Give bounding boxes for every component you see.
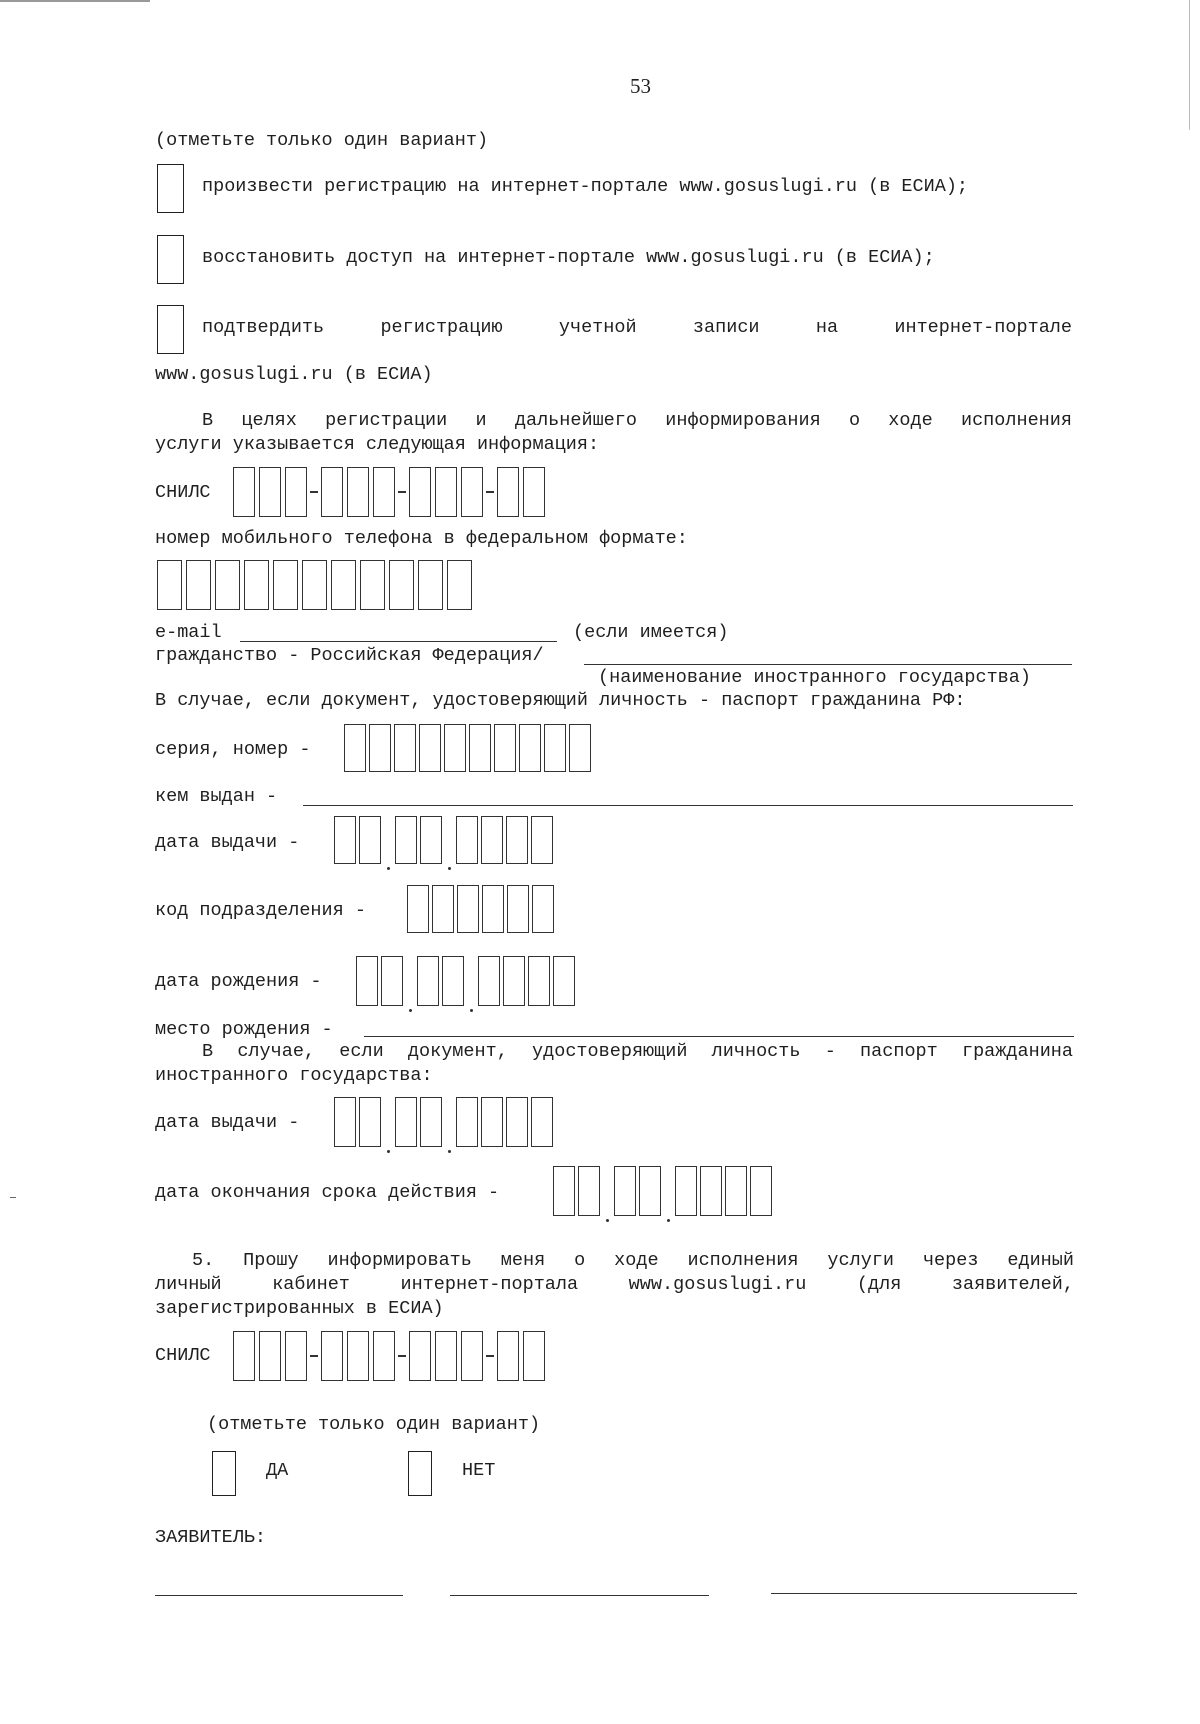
series-number-input[interactable] <box>344 724 591 772</box>
applicant-signature-field[interactable] <box>155 1595 403 1596</box>
division-code-label: код подразделения - <box>155 900 366 921</box>
applicant-label: ЗАЯВИТЕЛЬ: <box>155 1527 267 1548</box>
separator-dash <box>483 1331 497 1381</box>
choose-one-note: (отметьте только один вариант) <box>155 130 489 151</box>
phone-digit-cell[interactable] <box>186 560 211 610</box>
choose-one-note: (отметьте только один вариант) <box>207 1414 541 1435</box>
issue-date-label: дата выдачи - <box>155 832 300 853</box>
date-digit-cell[interactable] <box>356 956 378 1006</box>
restore-access-checkbox[interactable] <box>157 235 184 284</box>
email-label: e-mail <box>155 622 222 643</box>
date-digit-cell[interactable] <box>614 1166 636 1216</box>
snils-digit-cell[interactable] <box>497 467 519 517</box>
series-number-cell[interactable] <box>469 724 491 772</box>
division-code-cell[interactable] <box>432 885 454 933</box>
foreign-state-field[interactable] <box>584 664 1072 665</box>
confirm-registration-label-line1: подтвердить регистрацию учетной записи на интернет-портале <box>202 317 1072 338</box>
date-digit-cell[interactable] <box>481 816 503 864</box>
date-digit-cell[interactable] <box>359 816 381 864</box>
register-checkbox[interactable] <box>157 164 184 213</box>
series-number-cell[interactable] <box>369 724 391 772</box>
foreign-passport-heading-line2: иностранного государства: <box>155 1065 433 1086</box>
register-option-label: произвести регистрацию на интернет-портале www.gosuslugi.ru (в ЕСИА); <box>202 176 969 197</box>
snils-digit-cell[interactable] <box>285 467 307 517</box>
date-digit-cell[interactable] <box>381 956 403 1006</box>
division-code-cell[interactable] <box>507 885 529 933</box>
phone-digit-cell[interactable] <box>447 560 472 610</box>
date-digit-cell[interactable] <box>553 956 575 1006</box>
snils-digit-cell[interactable] <box>523 1331 545 1381</box>
date-digit-cell[interactable] <box>506 816 528 864</box>
date-digit-cell[interactable] <box>420 816 442 864</box>
separator-dot <box>661 1214 675 1222</box>
date-digit-cell[interactable] <box>334 1097 356 1147</box>
date-digit-cell[interactable] <box>334 816 356 864</box>
date-digit-cell[interactable] <box>395 1097 417 1147</box>
division-code-cell[interactable] <box>407 885 429 933</box>
date-digit-cell[interactable] <box>578 1166 600 1216</box>
division-code-cell[interactable] <box>532 885 554 933</box>
date-digit-cell[interactable] <box>456 816 478 864</box>
birth-date-label: дата рождения - <box>155 971 322 992</box>
section5-text-line1: 5. Прошу информировать меня о ходе исполнения услуги через единый <box>192 1250 1074 1271</box>
snils-digit-cell[interactable] <box>461 467 483 517</box>
date-digit-cell[interactable] <box>528 956 550 1006</box>
date-digit-cell[interactable] <box>478 956 500 1006</box>
date-digit-cell[interactable] <box>359 1097 381 1147</box>
snils-digit-cell[interactable] <box>347 1331 369 1381</box>
issued-by-label: кем выдан - <box>155 786 278 807</box>
snils-digit-cell[interactable] <box>373 467 395 517</box>
restore-access-option-label: восстановить доступ на интернет-портале www.gosuslugi.ru (в ЕСИА); <box>202 247 935 268</box>
phone-digit-cell[interactable] <box>331 560 356 610</box>
snils-digit-cell[interactable] <box>321 1331 343 1381</box>
phone-input[interactable] <box>157 560 472 610</box>
snils-input[interactable] <box>233 467 545 517</box>
phone-digit-cell[interactable] <box>389 560 414 610</box>
yes-label: ДА <box>266 1460 289 1481</box>
section5-text-line3: зарегистрированных в ЕСИА) <box>155 1298 444 1319</box>
date-digit-cell[interactable] <box>417 956 439 1006</box>
issue-date-input[interactable] <box>334 816 553 864</box>
confirm-registration-checkbox[interactable] <box>157 305 184 354</box>
birth-date-input[interactable] <box>356 956 575 1006</box>
scan-mark <box>10 1197 16 1198</box>
division-code-cell[interactable] <box>482 885 504 933</box>
series-number-cell[interactable] <box>569 724 591 772</box>
date-digit-cell[interactable] <box>395 816 417 864</box>
separator-dash <box>395 467 409 517</box>
snils-digit-cell[interactable] <box>259 467 281 517</box>
phone-digit-cell[interactable] <box>215 560 240 610</box>
snils-input[interactable] <box>233 1331 545 1381</box>
scan-edge <box>1189 0 1190 130</box>
separator-dot <box>464 1004 478 1012</box>
section5-text-line2: личный кабинет интернет-портала www.gosuslugi.ru (для заявителей, <box>155 1274 1074 1295</box>
foreign-state-caption: (наименование иностранного государства) <box>598 667 1031 688</box>
separator-dot <box>381 1145 395 1153</box>
series-number-label: серия, номер - <box>155 739 311 760</box>
date-digit-cell[interactable] <box>700 1166 722 1216</box>
date-digit-cell[interactable] <box>503 956 525 1006</box>
snils-digit-cell[interactable] <box>233 1331 255 1381</box>
phone-digit-cell[interactable] <box>302 560 327 610</box>
division-code-cell[interactable] <box>457 885 479 933</box>
date-digit-cell[interactable] <box>456 1097 478 1147</box>
date-digit-cell[interactable] <box>725 1166 747 1216</box>
issued-by-field[interactable] <box>303 805 1073 806</box>
snils-digit-cell[interactable] <box>523 467 545 517</box>
scan-edge <box>0 0 150 2</box>
phone-label: номер мобильного телефона в федеральном формате: <box>155 528 688 549</box>
snils-digit-cell[interactable] <box>435 467 457 517</box>
no-checkbox[interactable] <box>408 1451 432 1496</box>
series-number-cell[interactable] <box>494 724 516 772</box>
snils-digit-cell[interactable] <box>347 467 369 517</box>
rf-passport-heading: В случае, если документ, удостоверяющий личность - паспорт гражданина РФ: <box>155 690 966 711</box>
foreign-issue-date-input[interactable] <box>334 1097 553 1147</box>
expiry-date-label: дата окончания срока действия - <box>155 1182 500 1203</box>
series-number-cell[interactable] <box>444 724 466 772</box>
expiry-date-input[interactable] <box>553 1166 772 1216</box>
yes-checkbox[interactable] <box>212 1451 236 1496</box>
separator-dot <box>600 1214 614 1222</box>
snils-digit-cell[interactable] <box>409 1331 431 1381</box>
applicant-date-field[interactable] <box>771 1593 1077 1594</box>
snils-digit-cell[interactable] <box>285 1331 307 1381</box>
registration-info-line2: услуги указывается следующая информация: <box>155 434 600 455</box>
division-code-input[interactable] <box>407 885 554 933</box>
series-number-cell[interactable] <box>394 724 416 772</box>
series-number-cell[interactable] <box>419 724 441 772</box>
snils-digit-cell[interactable] <box>409 467 431 517</box>
separator-dot <box>442 862 456 870</box>
separator-dash <box>307 1331 321 1381</box>
separator-dash <box>483 467 497 517</box>
snils-label: СНИЛС <box>155 1345 211 1366</box>
phone-digit-cell[interactable] <box>157 560 182 610</box>
date-digit-cell[interactable] <box>506 1097 528 1147</box>
phone-digit-cell[interactable] <box>418 560 443 610</box>
applicant-name-field[interactable] <box>450 1595 709 1596</box>
foreign-passport-heading-line1: В случае, если документ, удостоверяющий личность - паспорт гражданина <box>202 1041 1073 1062</box>
snils-digit-cell[interactable] <box>435 1331 457 1381</box>
birth-place-label: место рождения - <box>155 1019 333 1040</box>
phone-digit-cell[interactable] <box>360 560 385 610</box>
date-digit-cell[interactable] <box>750 1166 772 1216</box>
snils-digit-cell[interactable] <box>461 1331 483 1381</box>
email-note: (если имеется) <box>573 622 729 643</box>
phone-digit-cell[interactable] <box>244 560 269 610</box>
separator-dot <box>403 1004 417 1012</box>
page-number: 53 <box>630 74 651 98</box>
citizenship-label: гражданство - Российская Федерация/ <box>155 645 544 666</box>
separator-dash <box>307 467 321 517</box>
date-digit-cell[interactable] <box>639 1166 661 1216</box>
snils-digit-cell[interactable] <box>259 1331 281 1381</box>
birth-place-field[interactable] <box>364 1036 1074 1037</box>
phone-digit-cell[interactable] <box>273 560 298 610</box>
separator-dash <box>395 1331 409 1381</box>
confirm-registration-label-line2: www.gosuslugi.ru (в ЕСИА) <box>155 364 433 385</box>
snils-digit-cell[interactable] <box>497 1331 519 1381</box>
date-digit-cell[interactable] <box>675 1166 697 1216</box>
date-digit-cell[interactable] <box>442 956 464 1006</box>
registration-info-line1: В целях регистрации и дальнейшего информирования о ходе исполнения <box>202 410 1072 431</box>
series-number-cell[interactable] <box>519 724 541 772</box>
date-digit-cell[interactable] <box>481 1097 503 1147</box>
foreign-issue-date-label: дата выдачи - <box>155 1112 300 1133</box>
separator-dot <box>381 862 395 870</box>
email-field[interactable] <box>240 641 557 642</box>
series-number-cell[interactable] <box>544 724 566 772</box>
date-digit-cell[interactable] <box>553 1166 575 1216</box>
snils-digit-cell[interactable] <box>373 1331 395 1381</box>
separator-dot <box>442 1145 456 1153</box>
series-number-cell[interactable] <box>344 724 366 772</box>
date-digit-cell[interactable] <box>420 1097 442 1147</box>
date-digit-cell[interactable] <box>531 1097 553 1147</box>
snils-digit-cell[interactable] <box>233 467 255 517</box>
date-digit-cell[interactable] <box>531 816 553 864</box>
snils-label: СНИЛС <box>155 482 211 503</box>
snils-digit-cell[interactable] <box>321 467 343 517</box>
no-label: НЕТ <box>462 1460 496 1481</box>
